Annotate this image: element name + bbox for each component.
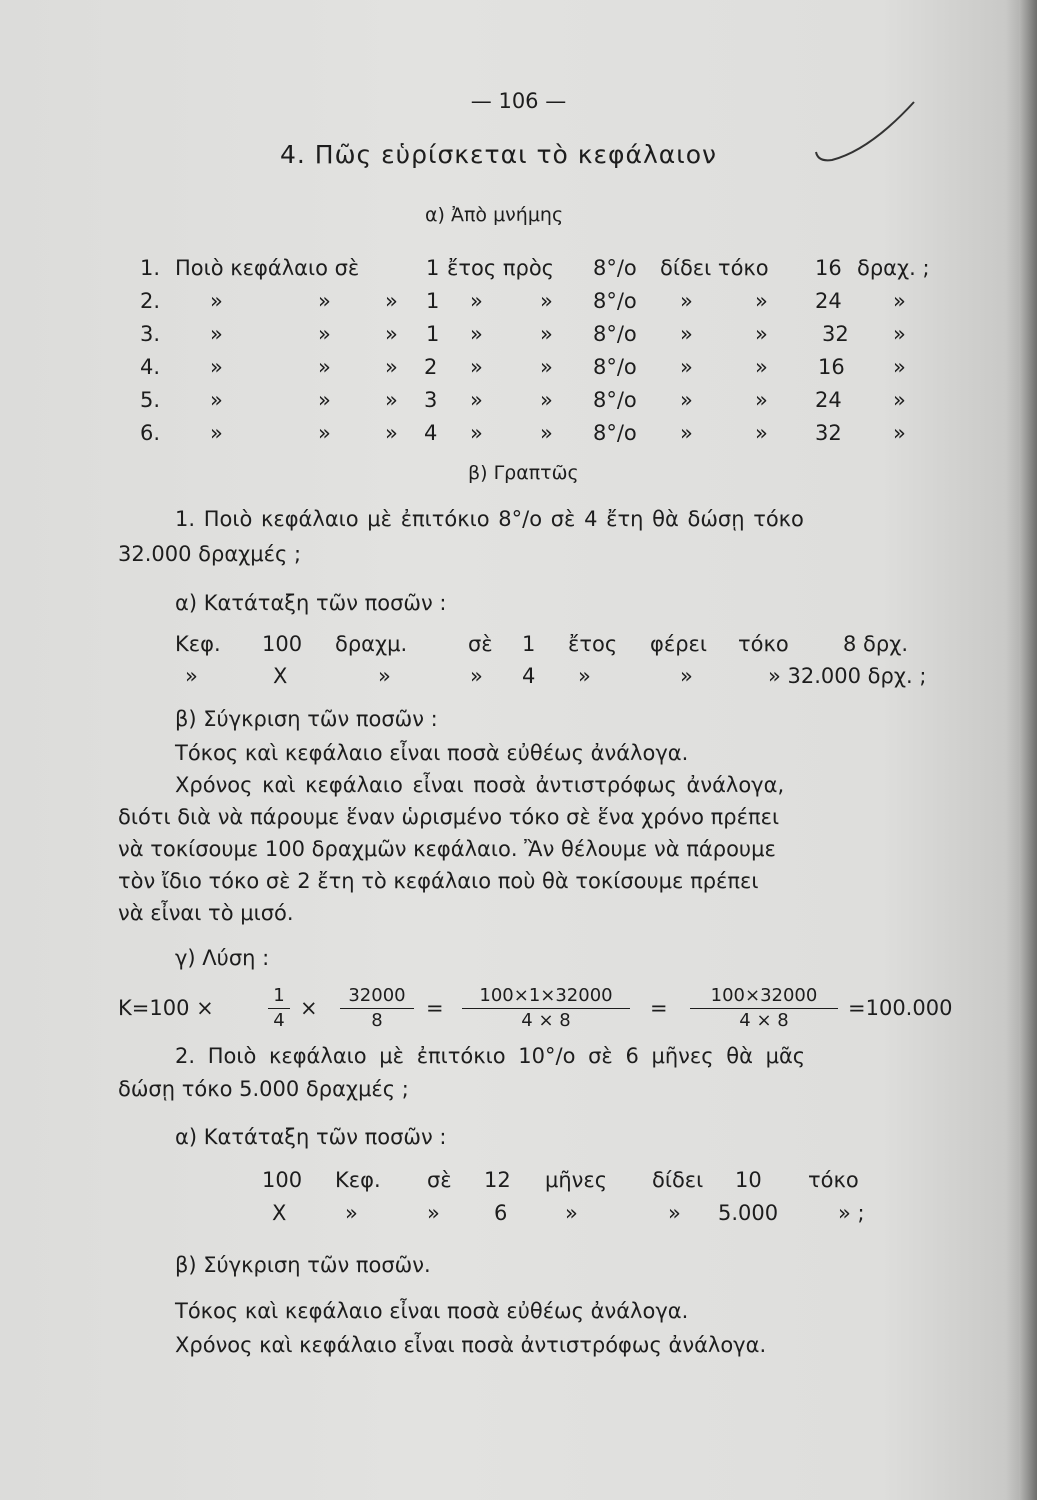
- row-number: 2.: [140, 289, 161, 313]
- fraction-simplified: [690, 985, 838, 1032]
- comparison-line: τὸν ἴδιο τόκο σὲ 2 ἔτη τὸ κεφάλαιο ποὺ θὰ τοκίσουμε πρέπει: [118, 869, 759, 893]
- cell: 100: [262, 1168, 303, 1192]
- ditto-mark: »: [893, 289, 906, 313]
- ditto-mark: »: [210, 355, 223, 379]
- cell: »: [578, 664, 591, 688]
- ditto-mark: »: [318, 421, 331, 445]
- rate-value: 8°/o: [593, 388, 637, 412]
- cell: 12: [484, 1168, 511, 1192]
- cell: Κεφ.: [335, 1168, 381, 1192]
- cell: 8 δρχ.: [843, 632, 909, 656]
- ditto-mark: »: [540, 421, 553, 445]
- comparison-line: Χρόνος καὶ κεφάλαιο εἶναι ποσὰ ἀντιστρόφως ἀνάλογα,: [175, 773, 785, 797]
- interest-value: 32: [815, 421, 842, 445]
- cell: »: [668, 1201, 681, 1225]
- fraction-denominator: 4 × 8: [739, 1010, 789, 1031]
- cell: » ;: [838, 1201, 865, 1225]
- years-value: 1: [426, 322, 440, 346]
- cell: »: [378, 664, 391, 688]
- fraction-numerator: 32000: [348, 985, 406, 1006]
- row-text: δραχ. ;: [857, 256, 930, 280]
- row-number: 5.: [140, 388, 161, 412]
- cell: σὲ: [468, 632, 493, 656]
- part-a-title: α) Ἀπὸ μνήμης: [425, 204, 564, 226]
- cell: δίδει: [652, 1168, 704, 1192]
- ditto-mark: »: [470, 289, 483, 313]
- pencil-check-mark: [810, 100, 920, 170]
- equals-sign: =: [650, 996, 668, 1020]
- ditto-mark: »: [385, 388, 398, 412]
- row-number: 1.: [140, 256, 161, 280]
- ditto-mark: »: [755, 388, 768, 412]
- fraction-1-4: [268, 985, 290, 1032]
- cell: Χ: [273, 664, 288, 688]
- comparison-title: β) Σύγκριση τῶν ποσῶν :: [175, 707, 438, 731]
- ditto-mark: »: [210, 388, 223, 412]
- equals-sign: =: [426, 996, 444, 1020]
- ditto-mark: »: [210, 421, 223, 445]
- problem-2-statement: 2. Ποιὸ κεφάλαιο μὲ ἐπιτόκιο 10°/o σὲ 6 μῆνες θὰ μᾶς: [175, 1044, 806, 1068]
- ditto-mark: »: [680, 322, 693, 346]
- cell: »: [470, 664, 483, 688]
- ditto-mark: »: [680, 355, 693, 379]
- row-text: δίδει τόκο: [660, 256, 769, 280]
- ditto-mark: »: [755, 355, 768, 379]
- years-value: 2: [424, 355, 438, 379]
- fraction-denominator: 8: [371, 1010, 383, 1031]
- rate-value: 8°/o: [593, 256, 637, 280]
- comparison-line: Χρόνος καὶ κεφάλαιο εἶναι ποσὰ ἀντιστρόφως ἀνάλογα.: [175, 1333, 767, 1357]
- years-value: 3: [424, 388, 438, 412]
- ditto-mark: »: [755, 322, 768, 346]
- ditto-mark: »: [470, 355, 483, 379]
- ditto-mark: »: [755, 289, 768, 313]
- cell: 6: [494, 1201, 508, 1225]
- ditto-mark: »: [540, 355, 553, 379]
- ditto-mark: »: [210, 289, 223, 313]
- cell: »: [680, 664, 693, 688]
- rate-value: 8°/o: [593, 289, 637, 313]
- ditto-mark: »: [680, 289, 693, 313]
- ditto-mark: »: [318, 322, 331, 346]
- fraction-expanded: [462, 985, 630, 1032]
- cell: »: [345, 1201, 358, 1225]
- ditto-mark: »: [385, 355, 398, 379]
- ditto-mark: »: [470, 322, 483, 346]
- cell: 5.000: [718, 1201, 779, 1225]
- ditto-mark: »: [893, 421, 906, 445]
- interest-value: 16: [818, 355, 845, 379]
- cell: δραχμ.: [335, 632, 408, 656]
- ditto-mark: »: [210, 322, 223, 346]
- interest-value: 16: [815, 256, 842, 280]
- row-number: 4.: [140, 355, 161, 379]
- cell: μῆνες: [545, 1168, 608, 1192]
- cell: Χ: [272, 1201, 287, 1225]
- ditto-mark: »: [540, 289, 553, 313]
- row-text: Ποιὸ κεφάλαιο σὲ: [175, 256, 360, 280]
- cell: 10: [735, 1168, 762, 1192]
- fraction-bar: [268, 1008, 290, 1009]
- cell: 4: [522, 664, 536, 688]
- ditto-mark: »: [893, 322, 906, 346]
- cell: σὲ: [427, 1168, 452, 1192]
- problem-2-statement-cont: δώσῃ τόκο 5.000 δραχμές ;: [118, 1077, 409, 1101]
- years-value: 1: [426, 289, 440, 313]
- solution-title: γ) Λύση :: [175, 946, 270, 970]
- cell: »: [185, 664, 198, 688]
- times-sign: ×: [300, 996, 318, 1020]
- ditto-mark: »: [318, 355, 331, 379]
- comparison-line: Τόκος καὶ κεφάλαιο εἶναι ποσὰ εὐθέως ἀνάλογα.: [175, 741, 689, 765]
- interest-value: 24: [815, 289, 842, 313]
- rate-value: 8°/o: [593, 322, 637, 346]
- comparison-line: διότι διὰ νὰ πάρουμε ἕναν ὡρισμένο τόκο σὲ ἕνα χρόνο πρέπει: [118, 805, 780, 829]
- cell: » 32.000 δρχ. ;: [768, 664, 927, 688]
- fraction-32000-8: [340, 985, 414, 1032]
- fraction-bar: [690, 1008, 838, 1009]
- cell: φέρει: [650, 632, 707, 656]
- problem-1-statement: 1. Ποιὸ κεφάλαιο μὲ ἐπιτόκιο 8°/o σὲ 4 ἔτη θὰ δώσῃ τόκο: [175, 507, 804, 531]
- section-title: 4. Πῶς εὑρίσκεται τὸ κεφάλαιον: [280, 140, 717, 169]
- interest-value: 24: [815, 388, 842, 412]
- formula-result: =100.000: [848, 996, 953, 1020]
- cell: Κεφ.: [175, 632, 221, 656]
- fraction-numerator: 100×1×32000: [479, 985, 613, 1006]
- cell: »: [427, 1201, 440, 1225]
- page-number: — 106 —: [470, 89, 567, 113]
- part-b-title: β) Γραπτῶς: [468, 462, 579, 484]
- cell: 100: [262, 632, 303, 656]
- rate-value: 8°/o: [593, 421, 637, 445]
- ditto-mark: »: [893, 388, 906, 412]
- classification-title: α) Κατάταξη τῶν ποσῶν :: [175, 591, 447, 615]
- fraction-bar: [340, 1008, 414, 1009]
- cell: 1: [522, 632, 536, 656]
- fraction-denominator: 4: [273, 1010, 285, 1031]
- fraction-denominator: 4 × 8: [521, 1010, 571, 1031]
- ditto-mark: »: [680, 421, 693, 445]
- ditto-mark: »: [318, 388, 331, 412]
- ditto-mark: »: [470, 421, 483, 445]
- ditto-mark: »: [318, 289, 331, 313]
- fraction-numerator: 1: [273, 985, 285, 1006]
- cell: ἔτος: [568, 632, 618, 656]
- rate-value: 8°/o: [593, 355, 637, 379]
- comparison-title: β) Σύγκριση τῶν ποσῶν.: [175, 1253, 431, 1277]
- ditto-mark: »: [385, 289, 398, 313]
- cell: τόκο: [738, 632, 789, 656]
- ditto-mark: »: [893, 355, 906, 379]
- row-number: 6.: [140, 421, 161, 445]
- interest-value: 32: [822, 322, 849, 346]
- fraction-bar: [462, 1008, 630, 1009]
- ditto-mark: »: [470, 388, 483, 412]
- page-edge-shadow: [1019, 0, 1037, 1500]
- row-text: ἔτος πρὸς: [447, 256, 554, 280]
- fraction-numerator: 100×32000: [710, 985, 818, 1006]
- ditto-mark: »: [755, 421, 768, 445]
- ditto-mark: »: [680, 388, 693, 412]
- classification-title: α) Κατάταξη τῶν ποσῶν :: [175, 1125, 447, 1149]
- years-value: 1: [426, 256, 440, 280]
- comparison-line: Τόκος καὶ κεφάλαιο εἶναι ποσὰ εὐθέως ἀνάλογα.: [175, 1299, 689, 1323]
- cell: τόκο: [808, 1168, 859, 1192]
- ditto-mark: »: [540, 322, 553, 346]
- formula-lhs: Κ=100 ×: [118, 996, 214, 1020]
- ditto-mark: »: [385, 421, 398, 445]
- cell: »: [565, 1201, 578, 1225]
- row-number: 3.: [140, 322, 161, 346]
- ditto-mark: »: [540, 388, 553, 412]
- comparison-line: νὰ εἶναι τὸ μισό.: [118, 901, 294, 925]
- comparison-line: νὰ τοκίσουμε 100 δραχμῶν κεφάλαιο. Ἂν θέλουμε νὰ πάρουμε: [118, 837, 776, 861]
- problem-1-statement-cont: 32.000 δραχμές ;: [118, 542, 302, 566]
- ditto-mark: »: [385, 322, 398, 346]
- years-value: 4: [424, 421, 438, 445]
